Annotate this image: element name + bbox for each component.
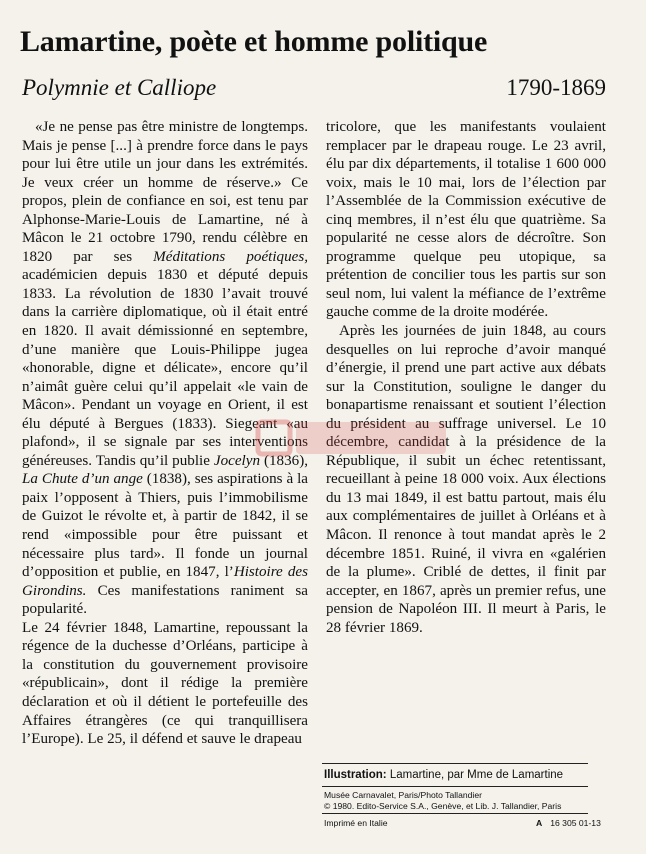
illustration-label: Illustration: bbox=[324, 769, 387, 781]
text-column-right bbox=[326, 118, 606, 637]
divider bbox=[322, 763, 588, 764]
copyright-line: © 1980. Edito-Service S.A., Genève, et Lib. J. Tallandier, Paris bbox=[324, 801, 562, 811]
illustration-caption bbox=[324, 767, 604, 783]
life-dates: 1790-1869 bbox=[506, 75, 606, 100]
text-run: (1836), bbox=[260, 452, 308, 469]
text-run: «Je ne pense pas être ministre de longtemps. Mais je pense [...] à prendre force dans le pays pour lui être utile un jour dans les extrémités. Je veux créer un homme de réserve.» Ce propos, plein de confiance en soi, est tenu par Alphonse-Marie-Louis de Lamartine, né à Mâcon le 21 octobre 1790, rendu célèbre en 1820 par ses bbox=[22, 119, 308, 265]
italic-title: La Chute d’un ange bbox=[22, 471, 143, 488]
paragraph: Le 24 février 1848, Lamartine, repoussant la régence de la duchesse d’Orléans, participe à la constitution du gouvernement provisoire «républicain», dont il rédige la première déclaration et où il détient le portefeuille des Affaires étrangères (ce qui tranquillisera l’Europe). Le 25, il défend et sauve le drapeau bbox=[22, 619, 308, 748]
divider bbox=[322, 786, 588, 787]
text-run: académicien depuis 1830 et député depuis 1833. La révolution de 1830 l’avait trouvé dans la carrière diplomatique, où il était entré en 1820. Il avait démissionné en septembre, d’une manière que Louis-Philippe jugea «honorable, digne et délicate», encore qu’il n’aimât guère celui qu’il appelait «le vain de Mâcon». Pendant un voyage en Orient, il est élu député à Bergues (1833). Siegeant «au plafond», il se signale par ses interventions généreuses. Tandis qu’il publie bbox=[22, 267, 308, 469]
paragraph: tricolore, que les manifestants voulaient remplacer par le drapeau rouge. Le 23 avril, élu par dix départements, il totalise 1 600 000 voix, mais le 10 mai, lors de l’élection par l’Assemblée de la Commission exécutive de cinq membres, il n’est élu que quatrième. Sa popularité ne cesse alors de décroître. Son programme quelque peu utopique, sa prétention de concilier tous les partis sur son seul nom, lui valent la méfiance de l’extrême gauche comme de la droite modérée. bbox=[326, 119, 606, 321]
card-subtitle: Polymnie et Calliope bbox=[22, 75, 217, 100]
italic-title: Méditations poétiques, bbox=[153, 248, 308, 265]
credits bbox=[324, 790, 594, 812]
card-reference bbox=[536, 818, 601, 829]
ref-code: 16 305 01-13 bbox=[550, 818, 601, 828]
paragraph: Après les journées de juin 1848, au cours desquelles on lui reproche d’avoir manqué d’énergie, il prend une part active aux débats sur la Constitution, souligne le danger du bonapartisme renaissant et soutient l’élection du président au suffrage universel. Le 10 décembre, candidat à la présidence de la République, il subit un échec retentissant, recueillant à peine 18 000 voix. Aux élections du 13 mai 1849, il est battu partout, mais élu aux complémentaires de juillet à Orléans et à Mâcon. Il renonce à tout mandat après le 2 décembre 1851. Ruiné, il vivra en «galérien de la plume». Criblé de dettes, il finit par accepter, en 1867, après un premier refus, une pension de Napoléon III. Il meurt à Paris, le 28 février 1869. bbox=[326, 323, 606, 636]
card-title: Lamartine, poète et homme politique bbox=[20, 25, 488, 58]
italic-title: Jocelyn bbox=[213, 452, 260, 469]
text-column-left bbox=[22, 118, 308, 749]
ref-letter: A bbox=[536, 818, 543, 828]
divider bbox=[322, 813, 588, 814]
text-run: Ces manifestations raniment sa popularité. bbox=[22, 582, 308, 618]
italic-title: Histoire des Girondins. bbox=[22, 564, 309, 599]
text-run: (1838), ses aspirations à la paix l’opposent à Thiers, puis l’immobilisme de Guizot le révolte et, à partir de 1842, il se rend «impossible pour être puissant et nécessaire plus tard». Il fonde un journal d’opposition et publie, en 1847, l’ bbox=[22, 471, 308, 581]
printed-in: Imprimé en Italie bbox=[324, 818, 388, 828]
credit-line: Musée Carnavalet, Paris/Photo Tallandier bbox=[324, 790, 482, 800]
illustration-text: Lamartine, par Mme de Lamartine bbox=[389, 769, 564, 781]
paragraph bbox=[22, 118, 308, 619]
